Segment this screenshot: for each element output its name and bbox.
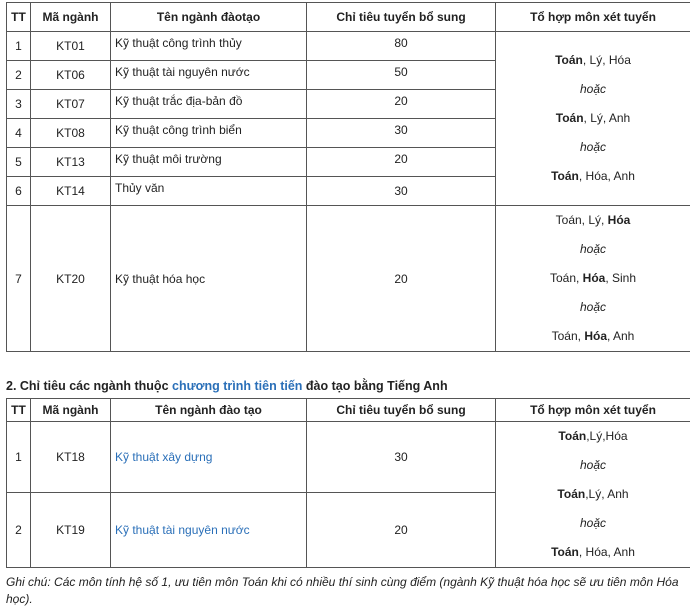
row-tt: 7 <box>7 206 31 352</box>
combo-line: Toán, Lý, Hóa <box>555 53 631 67</box>
row-tt: 6 <box>7 177 31 206</box>
combo-line: Toán, Lý, Hóa <box>555 213 631 227</box>
combo-or: hoặc <box>579 140 607 154</box>
row-tt: 2 <box>7 493 31 568</box>
col-header-code: Mã ngành <box>31 399 111 422</box>
combo-cell <box>496 422 690 568</box>
row-quota: 20 <box>307 90 496 119</box>
row-name: Kỹ thuật tài nguyên nước <box>111 61 307 90</box>
row-tt: 1 <box>7 32 31 61</box>
combo-line: Toán,Lý, Anh <box>557 487 629 501</box>
row-name: Kỹ thuật hóa học <box>111 206 307 352</box>
row-name: Kỹ thuật môi trường <box>111 148 307 177</box>
row-code: KT18 <box>31 422 111 493</box>
row-tt: 5 <box>7 148 31 177</box>
row-code: KT07 <box>31 90 111 119</box>
col-header-combo: Tổ hợp môn xét tuyển <box>496 399 690 422</box>
admission-table-2 <box>6 398 690 568</box>
admission-table-1 <box>6 2 690 352</box>
table-row <box>7 422 690 493</box>
row-quota: 30 <box>307 177 496 206</box>
highlight-link[interactable]: chương trình tiên tiến <box>172 379 303 393</box>
section-heading: 2. Chỉ tiêu các ngành thuộc chương trình tiên tiến đào tạo bằng Tiếng Anh <box>6 379 448 393</box>
row-code: KT01 <box>31 32 111 61</box>
row-name: Kỹ thuật công trình biển <box>111 119 307 148</box>
footnote: Ghi chú: Các môn tính hệ số 1, ưu tiên môn Toán khi có nhiều thí sinh cùng điểm (ngành Kỹ thuật hóa học sẽ ưu tiên môn Hóa học). <box>6 575 679 606</box>
table-row <box>7 206 690 352</box>
row-name: Thủy văn <box>111 177 307 206</box>
row-name-link[interactable]: Kỹ thuật xây dựng <box>111 422 307 493</box>
table-row <box>7 32 690 61</box>
combo-line: Toán, Hóa, Anh <box>551 169 635 183</box>
row-quota: 30 <box>307 422 496 493</box>
combo-cell <box>496 206 690 352</box>
col-header-quota: Chỉ tiêu tuyển bổ sung <box>307 399 496 422</box>
row-quota: 80 <box>307 32 496 61</box>
row-quota: 20 <box>307 493 496 568</box>
combo-line: Toán, Hóa, Sinh <box>549 271 637 285</box>
col-header-combo: Tổ hợp môn xét tuyển <box>496 3 690 32</box>
col-header-quota: Chỉ tiêu tuyển bổ sung <box>307 3 496 32</box>
row-quota: 20 <box>307 206 496 352</box>
table-header-row <box>7 3 690 32</box>
col-header-tt: TT <box>7 3 31 32</box>
combo-line: Toán, Lý, Anh <box>555 111 631 125</box>
row-quota: 30 <box>307 119 496 148</box>
combo-line: Toán, Hóa, Anh <box>551 545 635 559</box>
row-code: KT06 <box>31 61 111 90</box>
row-name-link[interactable]: Kỹ thuật tài nguyên nước <box>111 493 307 568</box>
row-tt: 1 <box>7 422 31 493</box>
col-header-name: Tên ngành đào tạo <box>111 399 307 422</box>
combo-or: hoặc <box>579 516 607 530</box>
row-tt: 3 <box>7 90 31 119</box>
col-header-code: Mã ngành <box>31 3 111 32</box>
combo-or: hoặc <box>579 242 607 256</box>
combo-line: Toán,Lý,Hóa <box>558 429 628 443</box>
combo-or: hoặc <box>579 82 607 96</box>
row-quota: 20 <box>307 148 496 177</box>
col-header-tt: TT <box>7 399 31 422</box>
row-code: KT20 <box>31 206 111 352</box>
combo-or: hoặc <box>579 458 607 472</box>
row-code: KT19 <box>31 493 111 568</box>
row-tt: 4 <box>7 119 31 148</box>
row-name: Kỹ thuật trắc địa-bản đồ <box>111 90 307 119</box>
row-code: KT14 <box>31 177 111 206</box>
combo-cell <box>496 32 690 206</box>
table-header-row <box>7 399 690 422</box>
combo-or: hoặc <box>579 300 607 314</box>
row-code: KT13 <box>31 148 111 177</box>
col-header-name: Tên ngành đàotạo <box>111 3 307 32</box>
row-quota: 50 <box>307 61 496 90</box>
row-name: Kỹ thuật công trình thủy <box>111 32 307 61</box>
row-code: KT08 <box>31 119 111 148</box>
combo-line: Toán, Hóa, Anh <box>551 329 635 343</box>
row-tt: 2 <box>7 61 31 90</box>
